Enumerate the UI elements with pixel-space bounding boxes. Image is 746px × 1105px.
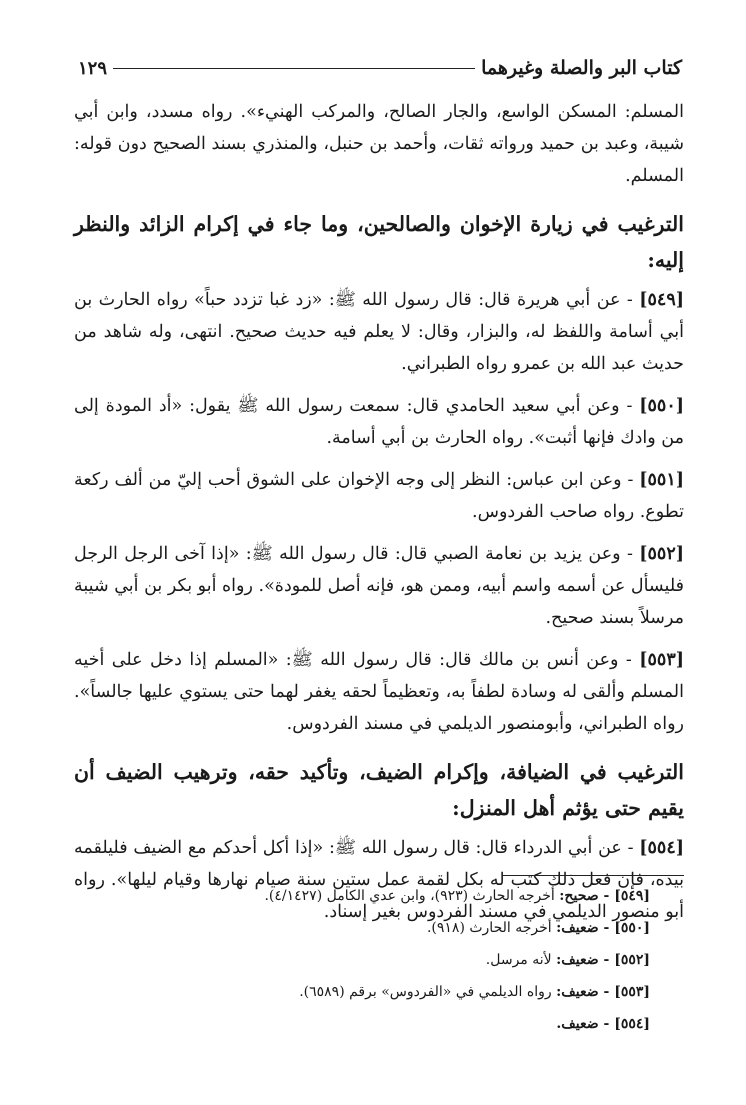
hadith-text: - عن أبي الدرداء قال: قال رسول الله ﷺ: «إذا أكل أحدكم مع الضيف فليلقمه بيده، فإن فعل ذلك كتب له بكل لقمة عمل ستين سنة صيام نهارها وقيام ليلها». رواه أبو منصور الديلمي في مسند الفردوس بغير إسناد. [74,838,684,922]
hadith-550 [74,390,684,464]
footnote-text: رواه الديلمي في «الفردوس» برقم (٦٥٨٩). [299,984,557,1000]
footnote [74,976,650,1008]
footnote-grade: - ضعيف: [556,952,615,968]
main-text [74,96,684,938]
hadith-number: [٥٤٩] [639,290,684,310]
hadith-551 [74,464,684,538]
hadith-text: - عن أبي هريرة قال: قال رسول الله ﷺ: «زد غبا تزدد حباً» رواه الحارث بن أبي أسامة واللفظ له، والبزار، وقال: لا يعلم فيه حديث صحيح. انتهى، وله شاهد من حديث عبد الله بن عمرو رواه الطبراني. [74,290,684,374]
footnote-grade: - ضعيف: [556,920,615,936]
footnote-number: [٥٥٣] [614,984,650,1000]
footnote-grade: - ضعيف: [556,984,615,1000]
footnote-number: [٥٤٩] [614,888,650,904]
running-title: كتاب البر والصلة وغيرهما [481,57,682,79]
header-rule [113,68,475,69]
footnote-grade: - ضعيف. [556,1016,615,1032]
footnote [74,1008,650,1040]
hadith-number: [٥٥١] [639,470,684,490]
hadith-text: - وعن يزيد بن نعامة الصبي قال: قال رسول الله ﷺ: «إذا آخى الرجل الرجل فليسأل عن أسمه واسم أبيه، وممن هو، فإنه أصل للمودة». رواه أبو بكر بن أبي شيبة مرسلاً بسند صحيح. [74,544,684,628]
hadith-number: [٥٥٢] [639,544,684,564]
hadith-number: [٥٥٤] [639,838,684,858]
hadith-553 [74,644,684,750]
footnote-text: أخرجه الحارث (٩١٨). [426,920,557,936]
hadith-552 [74,538,684,644]
hadith-number: [٥٥٣] [639,650,684,670]
section-heading-visits: الترغيب في زيارة الإخوان والصالحين، وما جاء في إكرام الزائد والنظر إليه: [74,212,684,272]
hadith-549 [74,284,684,390]
hadith-text: - وعن أنس بن مالك قال: قال رسول الله ﷺ: «المسلم إذا دخل على أخيه المسلم وألقى له وسادة لطفاً به، وتعظيماً لحقه يغفر لهما حتى يستوي عليها جالساً». رواه الطبراني، وأبومنصور الديلمي في مسند الفردوس. [74,650,684,734]
footnote-number: [٥٥٤] [614,1016,650,1032]
footnote [74,912,650,944]
footnote-text: أخرجه الحارث (٩٢٣)، وابن عدي الكامل (٤/١٤٢٧). [264,888,560,904]
footnote-text: لأنه مرسل. [485,952,557,968]
footnote [74,944,650,976]
footnote-number: [٥٥٠] [614,920,650,936]
running-header [78,52,682,84]
hadith-number: [٥٥٠] [639,396,684,416]
intro-paragraph: المسلم: المسكن الواسع، والجار الصالح، والمركب الهنيء». رواه مسدد، وابن أبي شيبة، وعبد بن حميد ورواته ثقات، وأحمد بن حنبل، والمنذري بسند الصحيح دون قوله: المسلم. [74,102,684,186]
section-heading-hospitality: الترغيب في الضيافة، وإكرام الضيف، وتأكيد حقه، وترهيب الضيف أن يقيم حتى يؤثم أهل المنزل: [74,760,684,820]
footnote-grade: - صحيح: [559,888,615,904]
footnote [74,880,650,912]
hadith-text: - وعن ابن عباس: النظر إلى وجه الإخوان على الشوق أحب إليّ من ألف ركعة تطوع. رواه صاحب الفردوس. [74,470,684,522]
page-number: ١٢٩ [78,57,108,79]
footnote-rule [502,875,684,876]
footnotes [74,880,650,1040]
hadith-text: - وعن أبي سعيد الحامدي قال: سمعت رسول الله ﷺ يقول: «أد المودة إلى من وادك فإنها أثبت». رواه الحارث بن أبي أسامة. [74,396,684,448]
footnote-number: [٥٥٢] [614,952,650,968]
